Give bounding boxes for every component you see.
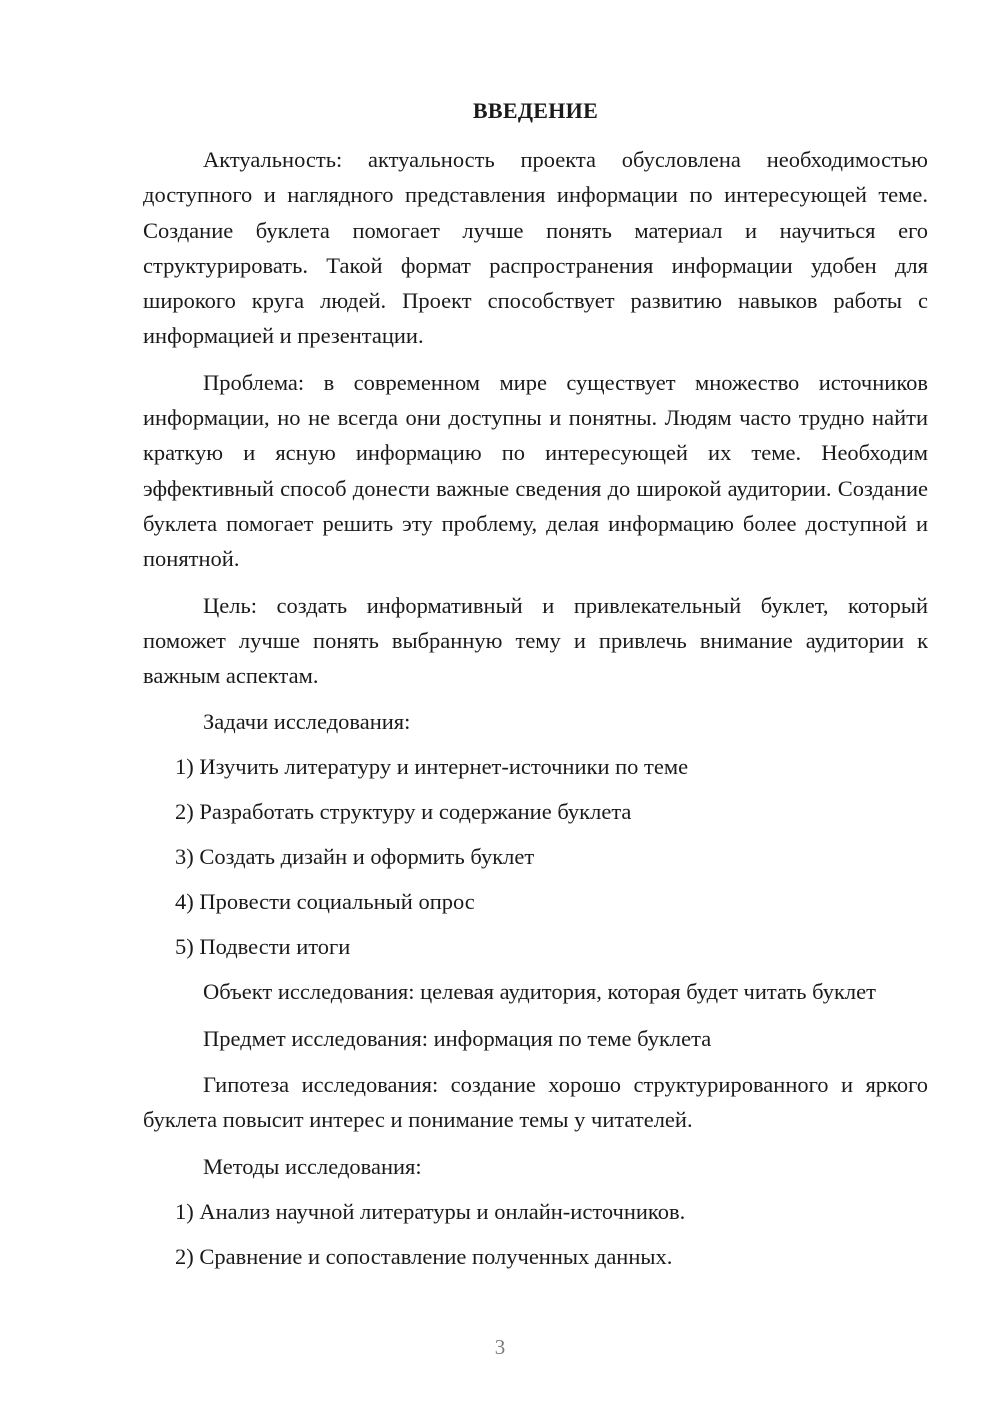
relevance-paragraph: Актуальность: актуальность проекта обусловлена необходимостью доступного и наглядного представления информации по интересующей теме. Создание буклета помогает лучше понять материал и научиться его структурировать. Такой формат распространения информации удобен для широкого круга людей. Проект способствует развитию навыков работы с информацией и презентации. <box>143 147 928 349</box>
task-item: 3) Создать дизайн и оформить буклет <box>175 844 535 870</box>
hypothesis-paragraph: Гипотеза исследования: создание хорошо структурированного и яркого буклета повысит интерес и понимание темы у читателей. <box>143 1072 928 1133</box>
document-page <box>143 96 928 1284</box>
object-paragraph: Объект исследования: целевая аудитория, которая будет читать буклет <box>203 979 876 1005</box>
task-item: 4) Провести социальный опрос <box>175 889 475 915</box>
task-item: 1) Изучить литературу и интернет-источники по теме <box>175 754 689 780</box>
task-item: 2) Разработать структуру и содержание буклета <box>175 799 632 825</box>
goal-paragraph: Цель: создать информативный и привлекательный буклет, который поможет лучше понять выбранную тему и привлечь внимание аудитории к важным аспектам. <box>143 592 928 689</box>
method-item: 2) Сравнение и сопоставление полученных данных. <box>175 1243 673 1269</box>
page-number: 3 <box>494 1335 506 1359</box>
task-item: 5) Подвести итоги <box>175 934 351 960</box>
method-item: 1) Анализ научной литературы и онлайн-источников. <box>175 1198 686 1224</box>
subject-paragraph: Предмет исследования: информация по теме буклета <box>203 1025 712 1051</box>
tasks-heading: Задачи исследования: <box>203 709 411 735</box>
problem-paragraph: Проблема: в современном мире существует множество источников информации, но не всегда они доступны и понятны. Людям часто трудно найти краткую и ясную информацию по интересующей их теме. Необходим эффективный способ донести важные сведения до широкой аудитории. Создание буклета помогает решить эту проблему, делая информацию более доступной и понятной. <box>143 369 928 572</box>
section-title: ВВЕДЕНИЕ <box>472 98 599 123</box>
methods-heading: Методы исследования: <box>203 1153 422 1179</box>
